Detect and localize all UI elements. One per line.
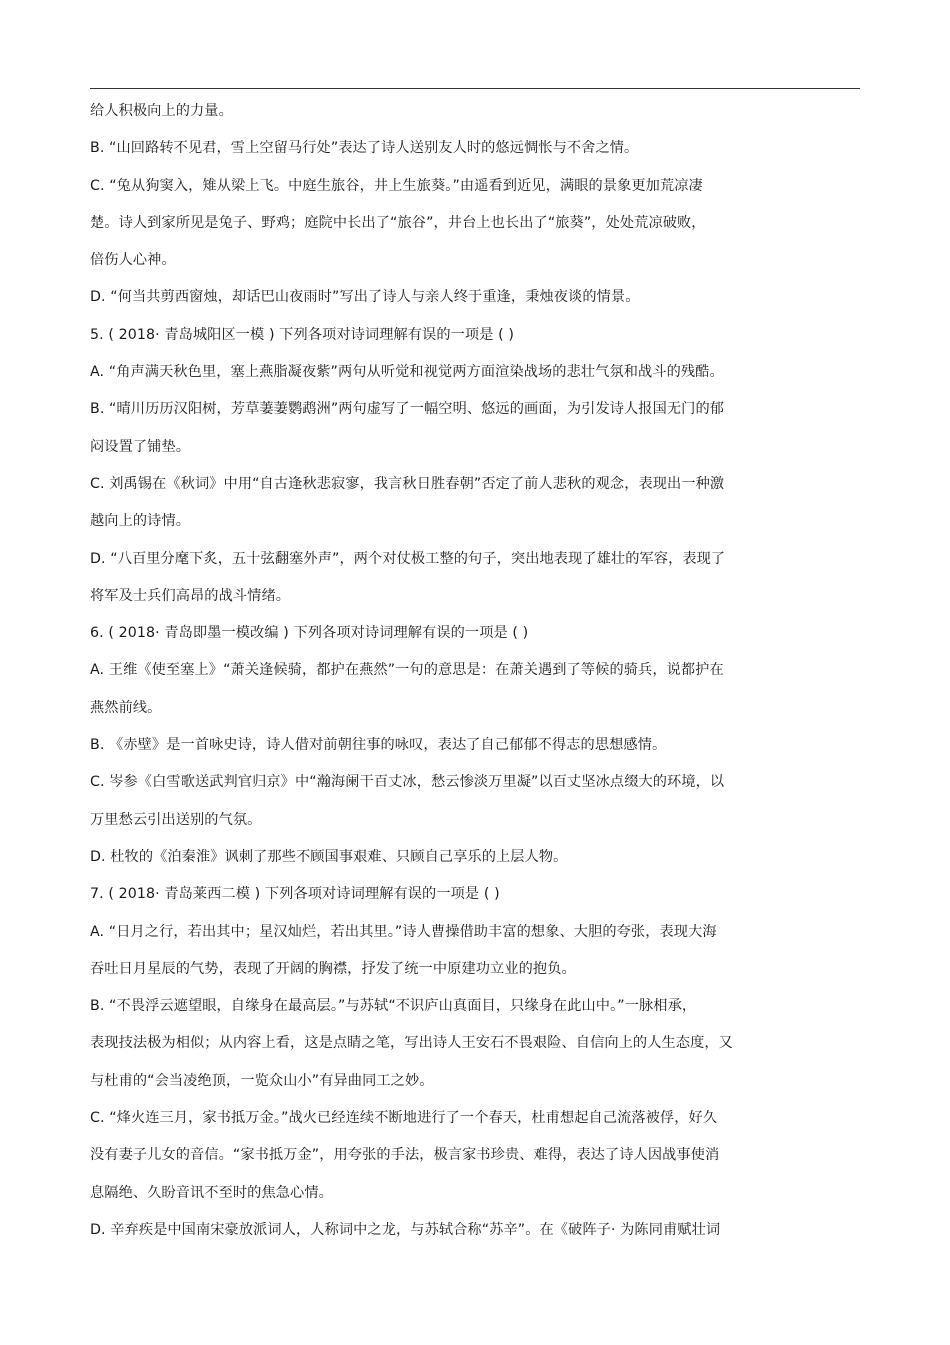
text-line: [90, 205, 860, 242]
q7-option-a: [90, 914, 860, 951]
text-line: [90, 429, 860, 466]
line-text: 5. ( 2018· 青岛城阳区一模 ) 下列各项对诗词理解有误的一项是 ( ): [90, 326, 514, 343]
q6-option-b: [90, 727, 860, 764]
q5-option-a: [90, 354, 860, 391]
text-line: [90, 1063, 860, 1100]
line-text: 吞吐日月星辰的气势，表现了开阔的胸襟，抒发了统一中原建功立业的抱负。: [90, 960, 576, 977]
line-text: D. “八百里分麾下炙，五十弦翻塞外声”，两个对仗极工整的句子，突出地表现了雄壮的军容，表现了: [90, 550, 726, 567]
text-line: [90, 1025, 860, 1062]
q5-option-c: [90, 466, 860, 503]
question-7-stem: [90, 876, 860, 913]
line-text: D. 辛弃疾是中国南宋豪放派词人，人称词中之龙，与苏轼合称“苏辛”。在《破阵子· 为陈同甫赋壮词: [90, 1221, 721, 1238]
option-c-line: [90, 168, 860, 205]
document-body: [90, 93, 860, 1249]
line-text: 给人积极向上的力量。: [90, 103, 233, 119]
line-text: 将军及士兵们高昂的战斗情绪。: [90, 587, 291, 604]
text-line: [90, 503, 860, 540]
line-text: D. 杜牧的《泊秦淮》讽刺了那些不顾国事艰难、只顾自己享乐的上层人物。: [90, 848, 568, 865]
option-d-line: [90, 279, 860, 316]
text-line: [90, 802, 860, 839]
question-6-stem: [90, 615, 860, 652]
line-text: D. “何当共剪西窗烛，却话巴山夜雨时”写出了诗人与亲人终于重逢，秉烛夜谈的情景。: [90, 289, 640, 306]
line-text: 息隔绝、久盼音讯不至时的焦急心情。: [90, 1184, 333, 1201]
line-text: A. 王维《使至塞上》“萧关逢候骑，都护在燕然”一句的意思是：在萧关遇到了等候的骑兵，说都护在: [90, 662, 724, 679]
line-text: 倍伤人心神。: [90, 252, 176, 269]
line-text: 闷设置了铺垫。: [90, 438, 191, 455]
line-text: A. “日月之行，若出其中；星汉灿烂，若出其里。”诗人曹操借助丰富的想象、大胆的夸张，表现大海: [90, 923, 717, 940]
text-line: [90, 1137, 860, 1174]
line-text: 与杜甫的“会当凌绝顶，一览众山小”有异曲同工之妙。: [90, 1072, 434, 1089]
line-text: 楚。诗人到家所见是兔子、野鸡；庭院中长出了“旅谷”，井台上也长出了“旅葵”，处处荒凉破败，: [90, 214, 706, 231]
line-text: B. “不畏浮云遮望眼，自缘身在最高层。”与苏轼“不识庐山真面目，只缘身在此山中。”一脉相承，: [90, 998, 697, 1015]
line-text: 万里愁云引出送别的气氛。: [90, 811, 262, 828]
option-b-line: [90, 130, 860, 167]
q5-option-d: [90, 541, 860, 578]
text-line: [90, 93, 860, 130]
line-text: B. “山回路转不见君，雪上空留马行处”表达了诗人送别友人时的悠远惆怅与不舍之情。: [90, 140, 639, 157]
q7-option-d: [90, 1212, 860, 1249]
q6-option-d: [90, 839, 860, 876]
q7-option-c: [90, 1100, 860, 1137]
line-text: B. 《赤壁》是一首咏史诗，诗人借对前朝往事的咏叹，表达了自己郁郁不得志的思想感情。: [90, 737, 667, 754]
line-text: A. “角声满天秋色里，塞上燕脂凝夜紫”两句从听觉和视觉两方面渲染战场的悲壮气氛和战斗的残酷。: [90, 364, 724, 381]
text-line: [90, 951, 860, 988]
q5-option-b: [90, 391, 860, 428]
line-text: 没有妻子儿女的音信。“家书抵万金”，用夸张的手法，极言家书珍贵、难得，表达了诗人因战事使消: [90, 1147, 720, 1164]
text-line: [90, 242, 860, 279]
header-rule: [90, 88, 860, 89]
line-text: 越向上的诗情。: [90, 513, 191, 530]
q6-option-c: [90, 764, 860, 801]
text-line: [90, 578, 860, 615]
line-text: C. “烽火连三月，家书抵万金。”战火已经连续不断地进行了一个春天，杜甫想起自己流落被俘，好久: [90, 1110, 718, 1127]
text-line: [90, 1175, 860, 1212]
line-text: 燕然前线。: [90, 699, 162, 716]
line-text: 表现技法极为相似；从内容上看，这是点睛之笔，写出诗人王安石不畏艰险、自信向上的人生态度，又: [90, 1035, 733, 1052]
line-text: 6. ( 2018· 青岛即墨一模改编 ) 下列各项对诗词理解有误的一项是 ( ): [90, 625, 529, 642]
q6-option-a: [90, 652, 860, 689]
q7-option-b: [90, 988, 860, 1025]
line-text: C. “兔从狗窦入，雉从梁上飞。中庭生旅谷，井上生旅葵。”由遥看到近见，满眼的景象更加荒凉凄: [90, 177, 703, 194]
line-text: B. “晴川历历汉阳树，芳草萋萋鹦鹉洲”两句虚写了一幅空明、悠远的画面，为引发诗人报国无门的郁: [90, 401, 725, 418]
line-text: C. 刘禹锡在《秋词》中用“自古逢秋悲寂寥，我言秋日胜春朝”否定了前人悲秋的观念，表现出一种激: [90, 475, 725, 492]
line-text: 7. ( 2018· 青岛莱西二模 ) 下列各项对诗词理解有误的一项是 ( ): [90, 886, 500, 903]
text-line: [90, 690, 860, 727]
question-5-stem: [90, 317, 860, 354]
line-text: C. 岑参《白雪歌送武判官归京》中“瀚海阑干百丈冰，愁云惨淡万里凝”以百丈坚冰点缀大的环境，以: [90, 774, 725, 791]
